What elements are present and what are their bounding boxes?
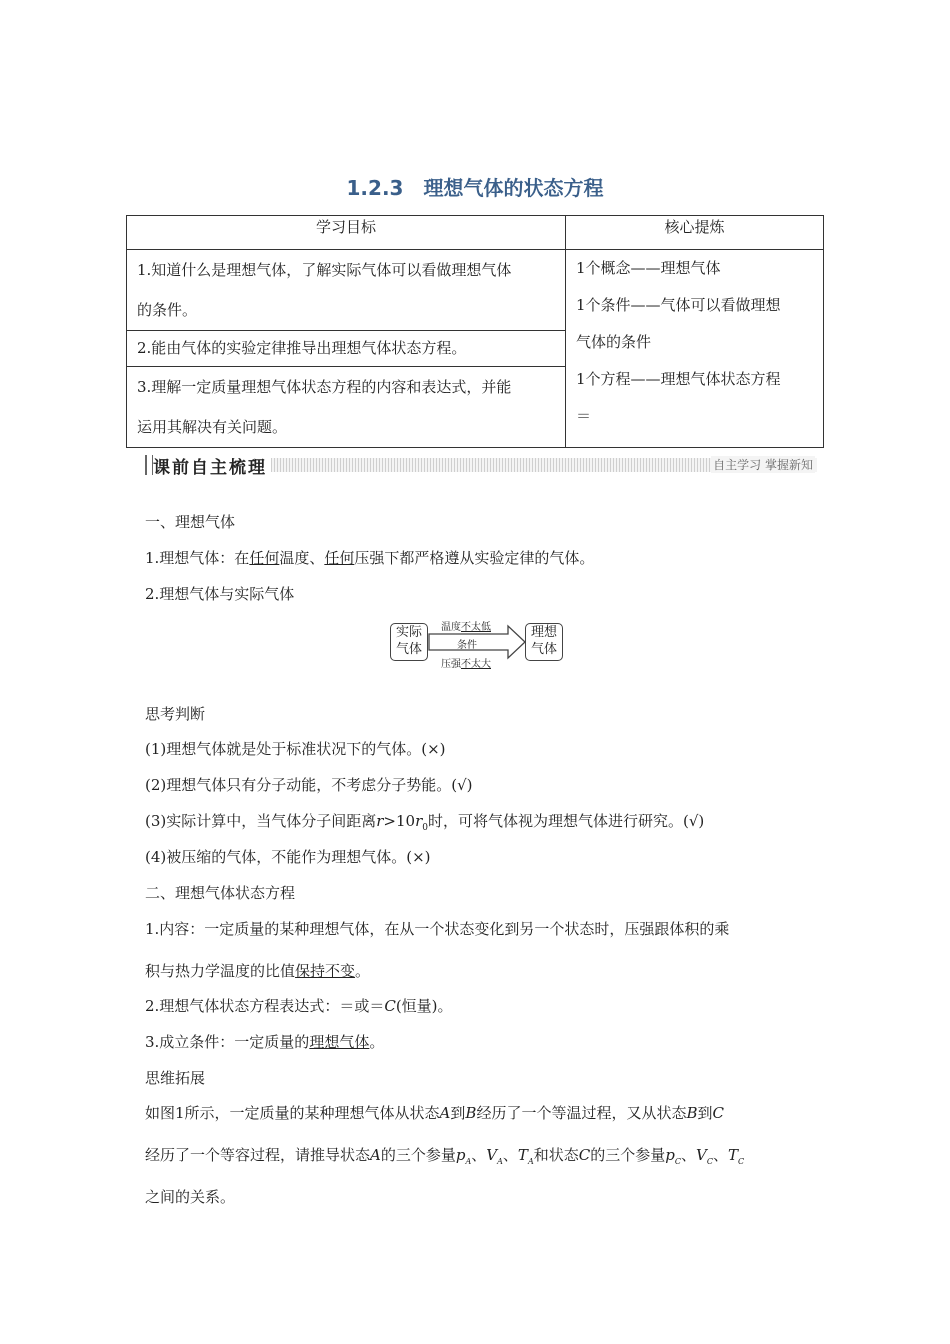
condition-label: 条件	[457, 640, 477, 651]
goal-2: 2.能由气体的实验定律推导出理想气体状态方程。	[127, 331, 566, 367]
ideal-gas-definition: 1.理想气体：在任何温度、任何压强下都严格遵从实验定律的气体。	[145, 549, 595, 567]
core-summary: 1个概念——理想气体 1个条件——气体可以看做理想 气体的条件 1个方程——理想气体状态方程 ＝	[566, 250, 824, 448]
think-heading: 思考判断	[145, 705, 206, 723]
ideal-real-gas-diagram	[388, 617, 564, 669]
expand-line3: 之间的关系。	[145, 1188, 236, 1206]
equation-expression: 2.理想气体状态方程表达式：＝或＝C(恒量)。	[145, 997, 453, 1015]
expand-heading: 思维拓展	[145, 1069, 206, 1087]
page-title: 1.2.3 理想气体的状态方程	[346, 176, 604, 200]
ideal-vs-real-heading: 2.理想气体与实际气体	[145, 585, 295, 603]
expand-line2: 经历了一个等容过程，请推导状态A的三个参量$p_A$、$V_A$、$T_A$和状态C的三个参量$p_C$、$V_C$、$T_C$	[145, 1146, 745, 1166]
banner-title: 课前自主梳理	[153, 458, 267, 478]
section-banner	[145, 452, 817, 478]
condition-temperature: 温度不太低	[441, 622, 491, 633]
goal-3: 3.理解一定质量理想气体状态方程的内容和表达式，并能 运用其解决有关问题。	[127, 367, 566, 448]
judgement-3: (3)实际计算中，当气体分子间距离$r>10r_0$时，可将气体视为理想气体进行研究。(√)	[145, 812, 705, 833]
real-gas-box: 实际 气体	[390, 623, 428, 661]
expand-line1: 如图1所示，一定质量的某种理想气体从状态A到B经历了一个等温过程，又从状态B到C	[145, 1104, 724, 1122]
banner-bar-icon	[145, 455, 153, 475]
banner-subtitle: 自主学习 掌握新知	[713, 458, 813, 472]
judgement-2: (2)理想气体只有分子动能，不考虑分子势能。(√)	[145, 776, 473, 794]
section-heading-equation: 二、理想气体状态方程	[145, 884, 296, 902]
equation-condition: 3.成立条件：一定质量的理想气体。	[145, 1033, 385, 1051]
ideal-gas-box: 理想 气体	[525, 623, 563, 661]
equation-content-line1: 1.内容：一定质量的某种理想气体，在从一个状态变化到另一个状态时，压强跟体积的乘	[145, 920, 730, 938]
core-header: 核心提炼	[566, 216, 824, 250]
judgement-4: (4)被压缩的气体，不能作为理想气体。(×)	[145, 848, 431, 866]
goals-header: 学习目标	[127, 216, 566, 250]
condition-pressure: 压强不太大	[441, 659, 491, 670]
section-heading-ideal-gas: 一、理想气体	[145, 513, 236, 531]
equation-content-line2: 积与热力学温度的比值保持不变。	[145, 962, 371, 980]
goal-1: 1.知道什么是理想气体，了解实际气体可以看做理想气体 的条件。	[127, 250, 566, 331]
judgement-1: (1)理想气体就是处于标准状况下的气体。(×)	[145, 740, 446, 758]
objectives-table	[126, 215, 824, 448]
